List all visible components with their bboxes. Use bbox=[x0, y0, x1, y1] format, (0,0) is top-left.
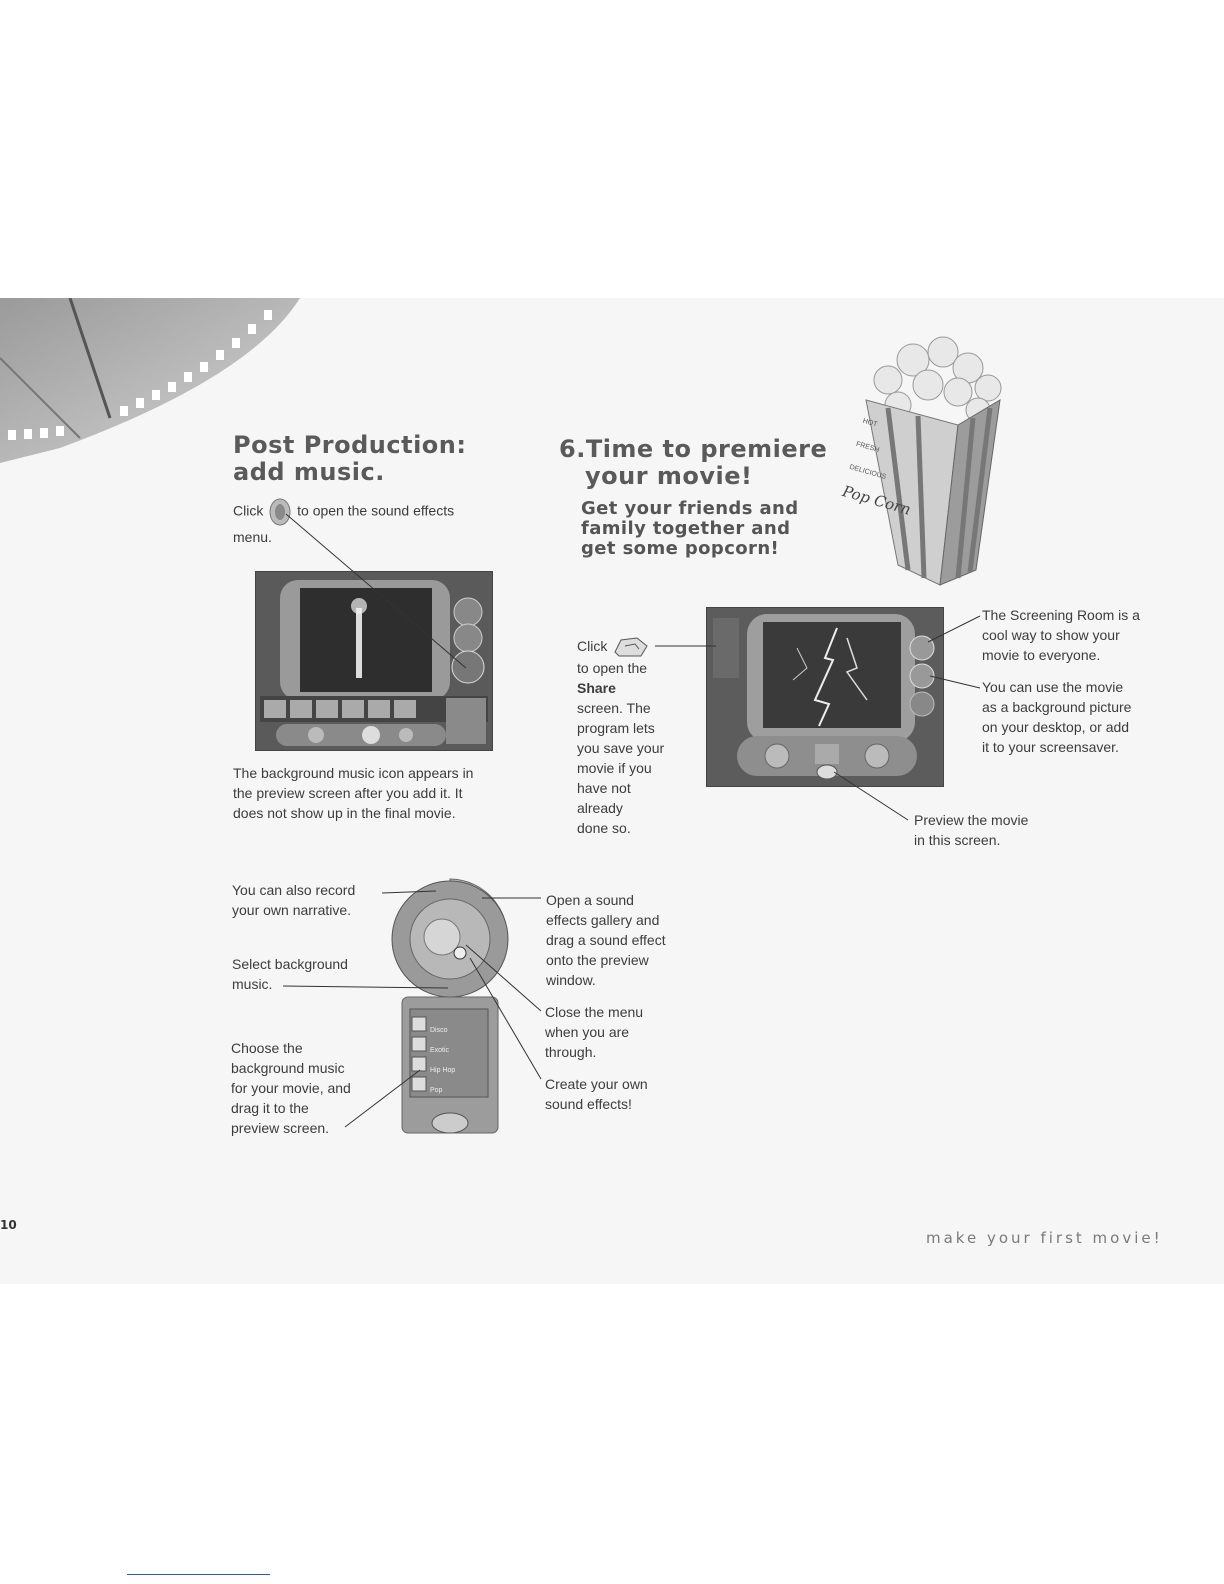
music-list bbox=[430, 1021, 455, 1101]
record-narrative-callout: You can also record your own narrative. bbox=[232, 882, 356, 918]
music-item[interactable]: Hip Hop bbox=[430, 1067, 456, 1074]
sound-effects-menu-graphic bbox=[390, 873, 510, 1141]
choose-music-callout: Choose the background music for your movie, and drag it to the preview screen. bbox=[231, 1040, 351, 1136]
music-item[interactable]: Exotic bbox=[430, 1047, 450, 1054]
page-number: 10 bbox=[0, 1218, 17, 1232]
share-instruction: Click to open the Share screen. The program lets you save your movie if you have not already done so. bbox=[577, 638, 665, 837]
close-menu-callout: Close the menu when you are through. bbox=[545, 1004, 644, 1060]
popcorn-illustration bbox=[840, 330, 1008, 588]
blue-rule bbox=[127, 1574, 270, 1575]
select-music-callout: Select background music. bbox=[232, 956, 348, 992]
background-music-caption: The background music icon appears in the preview screen after you add it. It does not show up in the final movie. bbox=[233, 765, 474, 821]
premiere-title: 6.Time to premiere your movie! bbox=[559, 435, 828, 490]
music-item[interactable]: Disco bbox=[430, 1027, 448, 1034]
share-icon bbox=[611, 636, 651, 658]
sound-menu-instruction: Click to open the sound effects menu. bbox=[233, 497, 513, 547]
popcorn-subtitle: Get your friends and family together and get some popcorn! bbox=[581, 498, 799, 559]
music-item[interactable]: Pop bbox=[430, 1087, 443, 1094]
preview-callout: Preview the movie in this screen. bbox=[914, 812, 1029, 848]
editor-screenshot bbox=[255, 571, 493, 751]
speaker-icon bbox=[267, 497, 293, 527]
screening-room-screenshot bbox=[706, 607, 944, 787]
create-effects-callout: Create your own sound effects! bbox=[545, 1076, 648, 1112]
footer-tagline: make your first movie! bbox=[926, 1229, 1163, 1247]
background-picture-callout: You can use the movie as a background picture on your desktop, or add it to your screensaver. bbox=[982, 679, 1132, 755]
screening-room-callout: The Screening Room is a cool way to show your movie to everyone. bbox=[982, 607, 1140, 663]
sound-gallery-callout: Open a sound effects gallery and drag a sound effect onto the preview window. bbox=[546, 892, 666, 988]
popcorn-box-labels: HOT FRESH DELICIOUS Pop Corn bbox=[840, 417, 913, 519]
post-production-title: Post Production: add music. bbox=[233, 431, 467, 486]
